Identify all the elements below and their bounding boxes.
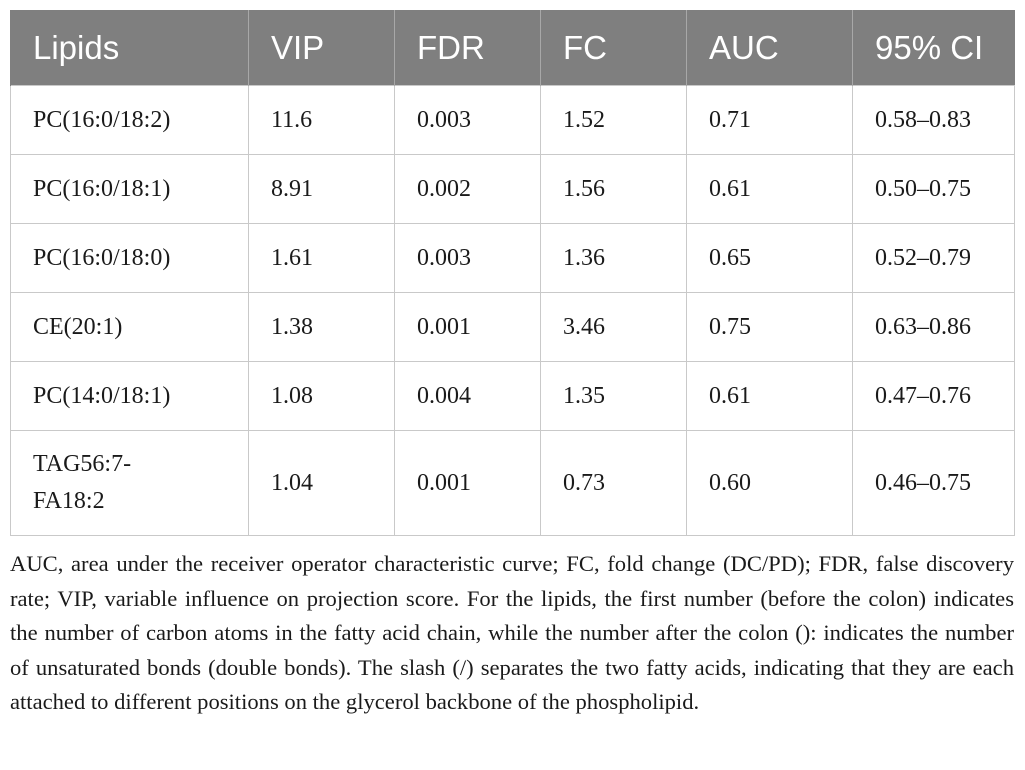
cell-auc: 0.61: [687, 362, 853, 431]
cell-fdr: 0.004: [395, 362, 541, 431]
cell-ci: 0.46–0.75: [853, 431, 1015, 536]
cell-fdr: 0.003: [395, 86, 541, 155]
cell-lipid: PC(16:0/18:2): [11, 86, 249, 155]
cell-vip: 1.04: [249, 431, 395, 536]
cell-fc: 0.73: [541, 431, 687, 536]
cell-lipid: PC(16:0/18:0): [11, 224, 249, 293]
header-fc: FC: [541, 10, 687, 86]
cell-ci: 0.52–0.79: [853, 224, 1015, 293]
cell-lipid: PC(14:0/18:1): [11, 362, 249, 431]
header-ci: 95% CI: [853, 10, 1015, 86]
cell-fdr: 0.001: [395, 431, 541, 536]
cell-ci: 0.63–0.86: [853, 293, 1015, 362]
cell-ci: 0.50–0.75: [853, 155, 1015, 224]
cell-lipid: [11, 431, 249, 536]
table-row: [11, 155, 1015, 224]
table-row: [11, 362, 1015, 431]
cell-fc: 1.52: [541, 86, 687, 155]
header-vip: VIP: [249, 10, 395, 86]
cell-auc: 0.75: [687, 293, 853, 362]
lipid-label: TAG56:7-FA18:2: [33, 451, 132, 514]
cell-fc: 3.46: [541, 293, 687, 362]
table-header: [11, 10, 1015, 86]
header-lipids: Lipids: [11, 10, 249, 86]
table-row: [11, 86, 1015, 155]
table-row: [11, 431, 1015, 536]
table-body: [11, 86, 1015, 536]
header-row: [11, 10, 1015, 86]
header-fdr: FDR: [395, 10, 541, 86]
cell-vip: 11.6: [249, 86, 395, 155]
cell-lipid: CE(20:1): [11, 293, 249, 362]
cell-auc: 0.61: [687, 155, 853, 224]
cell-fc: 1.56: [541, 155, 687, 224]
table-row: [11, 224, 1015, 293]
cell-fdr: 0.003: [395, 224, 541, 293]
cell-fdr: 0.002: [395, 155, 541, 224]
table-row: [11, 293, 1015, 362]
cell-fc: 1.35: [541, 362, 687, 431]
cell-auc: 0.71: [687, 86, 853, 155]
cell-fdr: 0.001: [395, 293, 541, 362]
cell-vip: 1.61: [249, 224, 395, 293]
header-auc: AUC: [687, 10, 853, 86]
cell-ci: 0.47–0.76: [853, 362, 1015, 431]
lipids-table: [10, 10, 1015, 536]
cell-ci: 0.58–0.83: [853, 86, 1015, 155]
table-footnote: AUC, area under the receiver operator characteristic curve; FC, fold change (DC/PD); FDR, false discovery rate; VIP, variable influence on projection score. For the lipids, the first number (before the colon) indicates the number of carbon atoms in the fatty acid chain, while the number after the colon (): indicates the number of unsaturated bonds (double bonds). The slash (/) separates the two fatty acids, indicating that they are each attached to different positions on the glycerol backbone of the phospholipid.: [10, 551, 1014, 715]
cell-lipid: PC(16:0/18:1): [11, 155, 249, 224]
cell-vip: 8.91: [249, 155, 395, 224]
cell-fc: 1.36: [541, 224, 687, 293]
cell-vip: 1.08: [249, 362, 395, 431]
cell-auc: 0.65: [687, 224, 853, 293]
cell-vip: 1.38: [249, 293, 395, 362]
cell-auc: 0.60: [687, 431, 853, 536]
